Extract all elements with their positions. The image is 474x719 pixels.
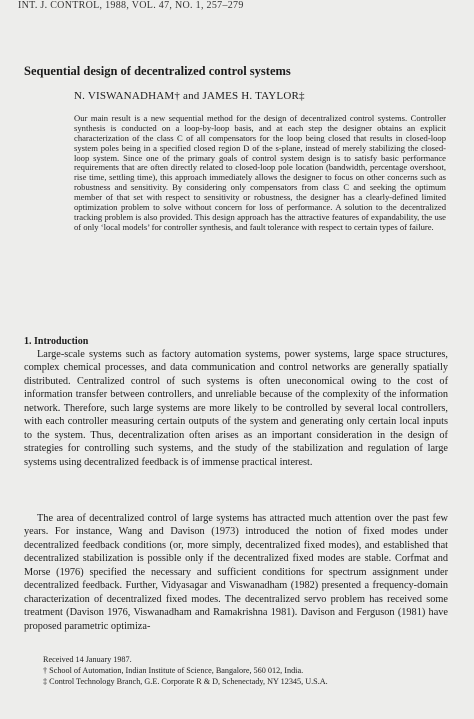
received-date: Received 14 January 1987. [43, 655, 132, 664]
footnotes [43, 654, 328, 688]
journal-header: INT. J. CONTROL, 1988, VOL. 47, NO. 1, 257–279 [18, 0, 244, 11]
paper-title: Sequential design of decentralized control systems [24, 64, 291, 78]
section-heading: 1. Introduction [24, 336, 89, 347]
affiliation-1: † School of Automation, Indian Institute of Science, Bangalore, 560 012, India. [43, 666, 304, 676]
intro-paragraph-1: Large-scale systems such as factory automation systems, power systems, large space structures, complex chemical processes, and data communication and control networks are generally spatially distributed. Centralized control of such systems is often uneconomical owing to the cost of information transfer between controllers, and unreliable because of the complexity of the information network. Therefore, such large systems are more likely to be controlled by several local controllers, with each controller measuring certain outputs of the system and generating only certain local inputs to the system. Thus, decentralization often arises as an important consideration in the design of strategies for controlling such systems, and the study of the stabilization and regulation of large systems using decentralized feedback is of immense practical interest. [24, 349, 448, 468]
intro-paragraph-2: The area of decentralized control of large systems has attracted much attention over the past few years. For instance, Wang and Davison (1973) introduced the notion of fixed modes under decentralized feedback conditions (or, more simply, decentralized fixed modes), and established that decentralized stabilization is possible only if the decentralized fixed modes are stable. Corfmat and Morse (1976) specified the necessary and sufficient conditions for spectrum assignment under decentralized feedback. Further, Vidyasagar and Viswanadham (1982) presented a frequency-domain characterization of decentralized fixed modes. The decentralized servo problem has received some treatment (Davison 1976, Viswanadham and Ramakrishna 1981). Davison and Ferguson (1981) have proposed parametric optimiza- [24, 513, 448, 632]
abstract: Our main result is a new sequential method for the design of decentralized control systems. Controller synthesis is conducted on a loop-by-loop basis, and at each step the designer obtains an explicit characterization of the class C of all compensators for the loop being closed that results in closed-loop system poles being in a specified closed region D of the s-plane, instead of merely stabilizing the closed-loop system. Since one of the primary goals of control system design is to satisfy basic performance requirements that are often directly related to closed-loop pole location (bandwidth, percentage overshoot, rise time, settling time), this approach immediately allows the designer to focus on other concerns such as robustness and sensitivity. By considering only compensators from class C and seeking the optimum member of that set with respect to sensitivity or robustness, the designer has a clearly-defined limited optimization problem to solve without concern for loss of performance. A solution to the decentralized tracking problem is also provided. This design approach has the attractive features of expandability, the use of only ‘local models’ for controller synthesis, and fault tolerance with respect to certain types of failure. [74, 113, 446, 232]
paper-authors: N. VISWANADHAM† and JAMES H. TAYLOR‡ [74, 90, 305, 102]
affiliation-2: ‡ Control Technology Branch, G.E. Corporate R & D, Schenectady, NY 12345, U.S.A. [43, 677, 328, 687]
